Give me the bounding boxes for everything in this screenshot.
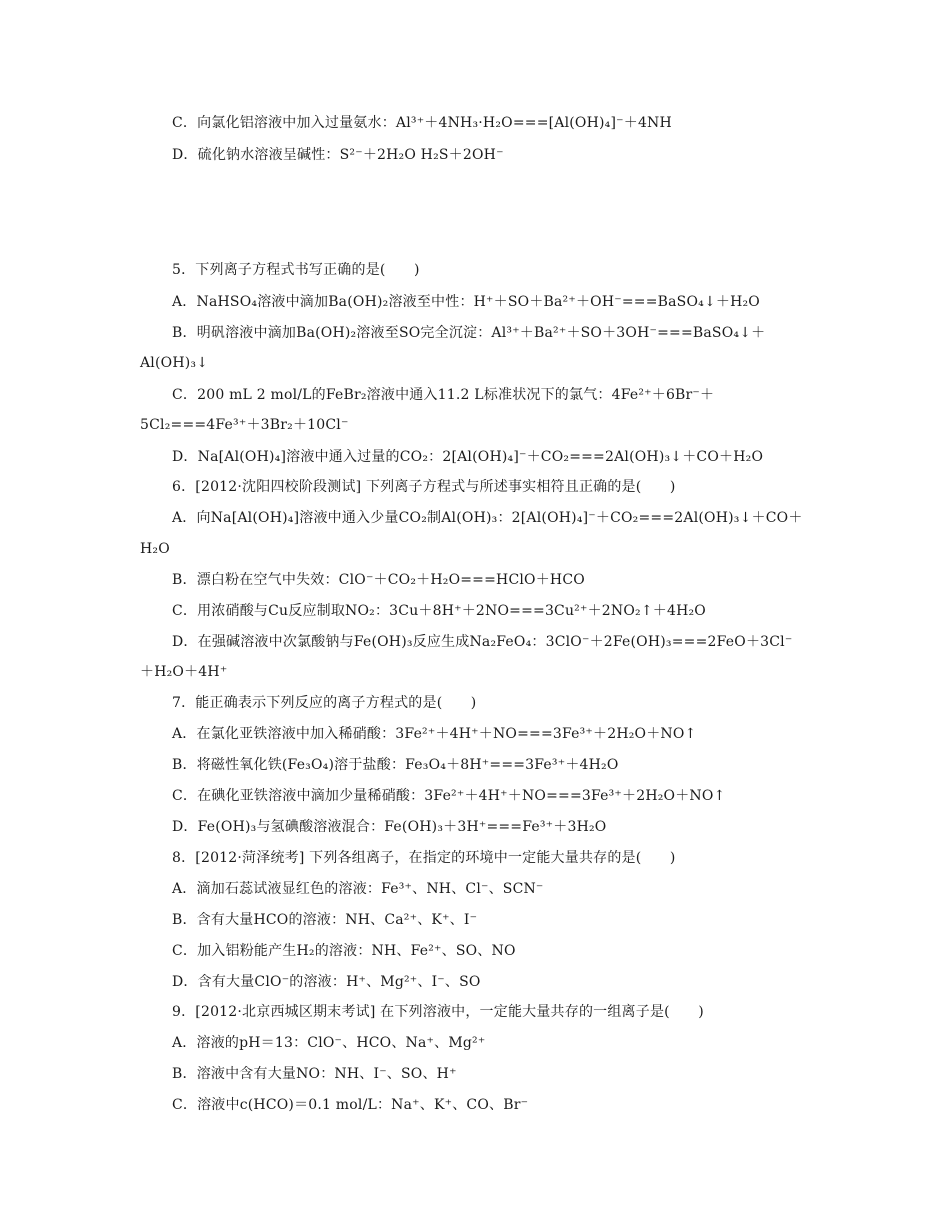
option-9b: B．溶液中含有大量NO：NH、I⁻、SO、H⁺: [172, 1066, 457, 1082]
option-4c: C．向氯化铝溶液中加入过量氨水：Al³⁺＋4NH₃·H₂O===[Al(OH)₄]⁻＋4NH: [172, 115, 672, 131]
option-6b: B．漂白粉在空气中失效：ClO⁻＋CO₂＋H₂O===HClO＋HCO: [172, 572, 585, 588]
option-6d-cont: ＋H₂O＋4H⁺: [140, 664, 228, 680]
option-5b-cont: Al(OH)₃↓: [140, 355, 209, 371]
question-8: 8．[2012·菏泽统考] 下列各组离子，在指定的环境中一定能大量共存的是( ): [172, 850, 676, 866]
option-8b: B．含有大量HCO的溶液：NH、Ca²⁺、K⁺、I⁻: [172, 912, 478, 928]
option-7b: B．将磁性氧化铁(Fe₃O₄)溶于盐酸：Fe₃O₄＋8H⁺===3Fe³⁺＋4H₂O: [172, 757, 619, 773]
option-7c: C．在碘化亚铁溶液中滴加少量稀硝酸：3Fe²⁺＋4H⁺＋NO===3Fe³⁺＋2H₂O＋NO↑: [172, 788, 726, 804]
option-5d: D．Na[Al(OH)₄]溶液中通入过量的CO₂：2[Al(OH)₄]⁻＋CO₂===2Al(OH)₃↓＋CO＋H₂O: [172, 449, 764, 465]
option-5b: B．明矾溶液中滴加Ba(OH)₂溶液至SO完全沉淀：Al³⁺＋Ba²⁺＋SO＋3OH⁻===BaSO₄↓＋: [172, 325, 766, 341]
option-6a: A．向Na[Al(OH)₄]溶液中通入少量CO₂制Al(OH)₃：2[Al(OH)₄]⁻＋CO₂===2Al(OH)₃↓＋CO＋: [172, 510, 803, 526]
question-5: 5．下列离子方程式书写正确的是( ): [172, 262, 420, 278]
question-7: 7．能正确表示下列反应的离子方程式的是( ): [172, 695, 477, 711]
option-4d: D．硫化钠水溶液呈碱性：S²⁻＋2H₂O H₂S＋2OH⁻: [172, 147, 504, 163]
option-7a: A．在氯化亚铁溶液中加入稀硝酸：3Fe²⁺＋4H⁺＋NO===3Fe³⁺＋2H₂O＋NO↑: [172, 726, 697, 742]
option-6a-cont: H₂O: [140, 541, 170, 557]
question-6: 6．[2012·沈阳四校阶段测试] 下列离子方程式与所述事实相符且正确的是( ): [172, 479, 676, 495]
option-6c: C．用浓硝酸与Cu反应制取NO₂：3Cu＋8H⁺＋2NO===3Cu²⁺＋2NO₂↑＋4H₂O: [172, 603, 706, 619]
option-8d: D．含有大量ClO⁻的溶液：H⁺、Mg²⁺、I⁻、SO: [172, 974, 481, 990]
option-8c: C．加入铝粉能产生H₂的溶液：NH、Fe²⁺、SO、NO: [172, 943, 516, 959]
option-7d: D．Fe(OH)₃与氢碘酸溶液混合：Fe(OH)₃＋3H⁺===Fe³⁺＋3H₂O: [172, 819, 607, 835]
option-5c: C．200 mL 2 mol/L的FeBr₂溶液中通入11.2 L标准状况下的氯气：4Fe²⁺＋6Br⁻＋: [172, 387, 715, 403]
option-5a: A．NaHSO₄溶液中滴加Ba(OH)₂溶液至中性：H⁺＋SO＋Ba²⁺＋OH⁻===BaSO₄↓＋H₂O: [172, 294, 760, 310]
option-9a: A．溶液的pH＝13：ClO⁻、HCO、Na⁺、Mg²⁺: [172, 1035, 486, 1051]
question-9: 9．[2012·北京西城区期末考试] 在下列溶液中，一定能大量共存的一组离子是( ): [172, 1004, 704, 1020]
option-5c-cont: 5Cl₂===4Fe³⁺＋3Br₂＋10Cl⁻: [140, 417, 349, 433]
option-9c: C．溶液中c(HCO)＝0.1 mol/L：Na⁺、K⁺、CO、Br⁻: [172, 1097, 529, 1113]
option-6d: D．在强碱溶液中次氯酸钠与Fe(OH)₃反应生成Na₂FeO₄：3ClO⁻＋2Fe(OH)₃===2FeO＋3Cl⁻: [172, 634, 793, 650]
option-8a: A．滴加石蕊试液显红色的溶液：Fe³⁺、NH、Cl⁻、SCN⁻: [172, 881, 544, 897]
